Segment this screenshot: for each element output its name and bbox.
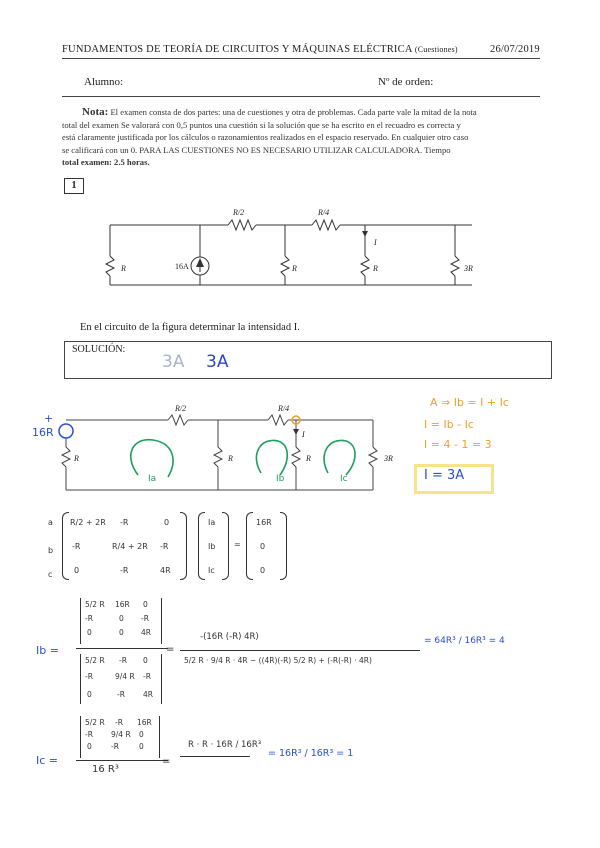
label-r3: R bbox=[373, 264, 378, 273]
loop-c-label: Ic bbox=[340, 474, 348, 484]
header-rule bbox=[62, 58, 540, 59]
handwritten-circuit bbox=[28, 395, 388, 505]
ic-expanded: R · R · 16R / 16R³ bbox=[188, 740, 262, 750]
work-current: I bbox=[302, 430, 305, 439]
ic-result: = 16R³ / 16R³ = 1 bbox=[268, 748, 354, 759]
loop-b-label: Ib bbox=[276, 474, 285, 484]
label-r4: 3R bbox=[464, 264, 473, 273]
exam-date: 26/07/2019 bbox=[490, 44, 540, 55]
exam-note: Nota: El examen consta de dos partes: una de cuestiones y otra de problemas. Cada parte vale la mitad de la nota total del examen Se valorará con 0,5 puntos una cuestión si la solución que se ha escrito en el recuadro es correcta y está claramente justificada por los cálculos o razonamientos realizados en el espacio reservado. En cualquier otro caso se calificará con un 0. PARA LAS CUESTIONES NO ES NECESARIO UTILIZAR CALCULADORA. Tiempo total examen: 2.5 horas. bbox=[62, 106, 477, 167]
label-current: I bbox=[374, 238, 377, 247]
ib-numerator-det: 5/2 R 16R 0 -R 0 -R 0 0 4R bbox=[80, 598, 162, 644]
circuit-diagram bbox=[100, 200, 500, 315]
loop-a-label: Ia bbox=[148, 474, 157, 484]
ib-result: = 64R³ / 16R³ = 4 bbox=[424, 636, 505, 646]
label-r-half: R/2 bbox=[233, 208, 245, 217]
work-r-right: R bbox=[306, 454, 311, 463]
work-r-left: R bbox=[74, 454, 79, 463]
label-r2: R bbox=[292, 264, 297, 273]
solution-answer: 3A bbox=[206, 352, 229, 372]
work-plus: + bbox=[44, 412, 54, 425]
solution-draft: 3A bbox=[162, 352, 185, 372]
ib-fraction-bar bbox=[76, 648, 168, 649]
student-label: Alumno: bbox=[84, 76, 124, 88]
work-r-quarter: R/4 bbox=[278, 404, 290, 413]
ib-expanded-numerator: -(16R (-R) 4R) bbox=[200, 632, 259, 642]
work-r-3r: 3R bbox=[384, 454, 393, 463]
orange-note-1: A ⇒ Ib = I + Ic bbox=[430, 396, 509, 409]
label-r-quarter: R/4 bbox=[318, 208, 330, 217]
work-r-mid: R bbox=[228, 454, 233, 463]
work-source-label: 16R bbox=[32, 426, 54, 439]
ic-fraction-bar bbox=[76, 760, 168, 761]
ib-expanded-bar bbox=[180, 650, 420, 651]
order-label: Nº de orden: bbox=[378, 76, 434, 88]
ic-numerator-det: 5/2 R -R 16R -R 9/4 R 0 0 -R 0 bbox=[80, 716, 160, 758]
work-r-half: R/2 bbox=[175, 404, 187, 413]
ib-expanded-denominator: 5/2 R · 9/4 R · 4R − ((4R)(-R) 5/2 R) + (-R(-R) · 4R) bbox=[184, 656, 372, 665]
label-r1: R bbox=[121, 264, 126, 273]
ic-expanded-bar bbox=[180, 756, 250, 757]
label-source: 16A bbox=[175, 262, 189, 271]
orange-note-2: I = Ib - Ic bbox=[424, 418, 474, 431]
ic-denominator: 16 R³ bbox=[92, 764, 119, 775]
question-statement: En el circuito de la figura determinar la intensidad I. bbox=[80, 322, 300, 333]
course-title: FUNDAMENTOS DE TEORÍA DE CIRCUITOS Y MÁQUINAS ELÉCTRICA (Cuestiones) bbox=[62, 44, 458, 55]
header-rule-2 bbox=[62, 96, 540, 97]
answer-box: I = 3A bbox=[424, 468, 465, 483]
solution-label: SOLUCIÓN: bbox=[72, 344, 126, 355]
question-number: 1 bbox=[64, 178, 84, 194]
ic-label: Ic = bbox=[36, 754, 59, 767]
ib-equals: = bbox=[166, 644, 175, 655]
orange-note-3: I = 4 - 1 = 3 bbox=[424, 438, 492, 451]
mesh-system: a b c R/2 + 2R -R 0 -R R/4 + 2R -R 0 -R 4R Ia Ib Ic = 16R 0 0 bbox=[48, 512, 308, 582]
ib-label: Ib = bbox=[36, 644, 59, 657]
ic-equals: = bbox=[162, 756, 171, 767]
ib-denominator-det: 5/2 R -R 0 -R 9/4 R -R 0 -R 4R bbox=[80, 654, 162, 704]
solution-box bbox=[64, 341, 552, 379]
